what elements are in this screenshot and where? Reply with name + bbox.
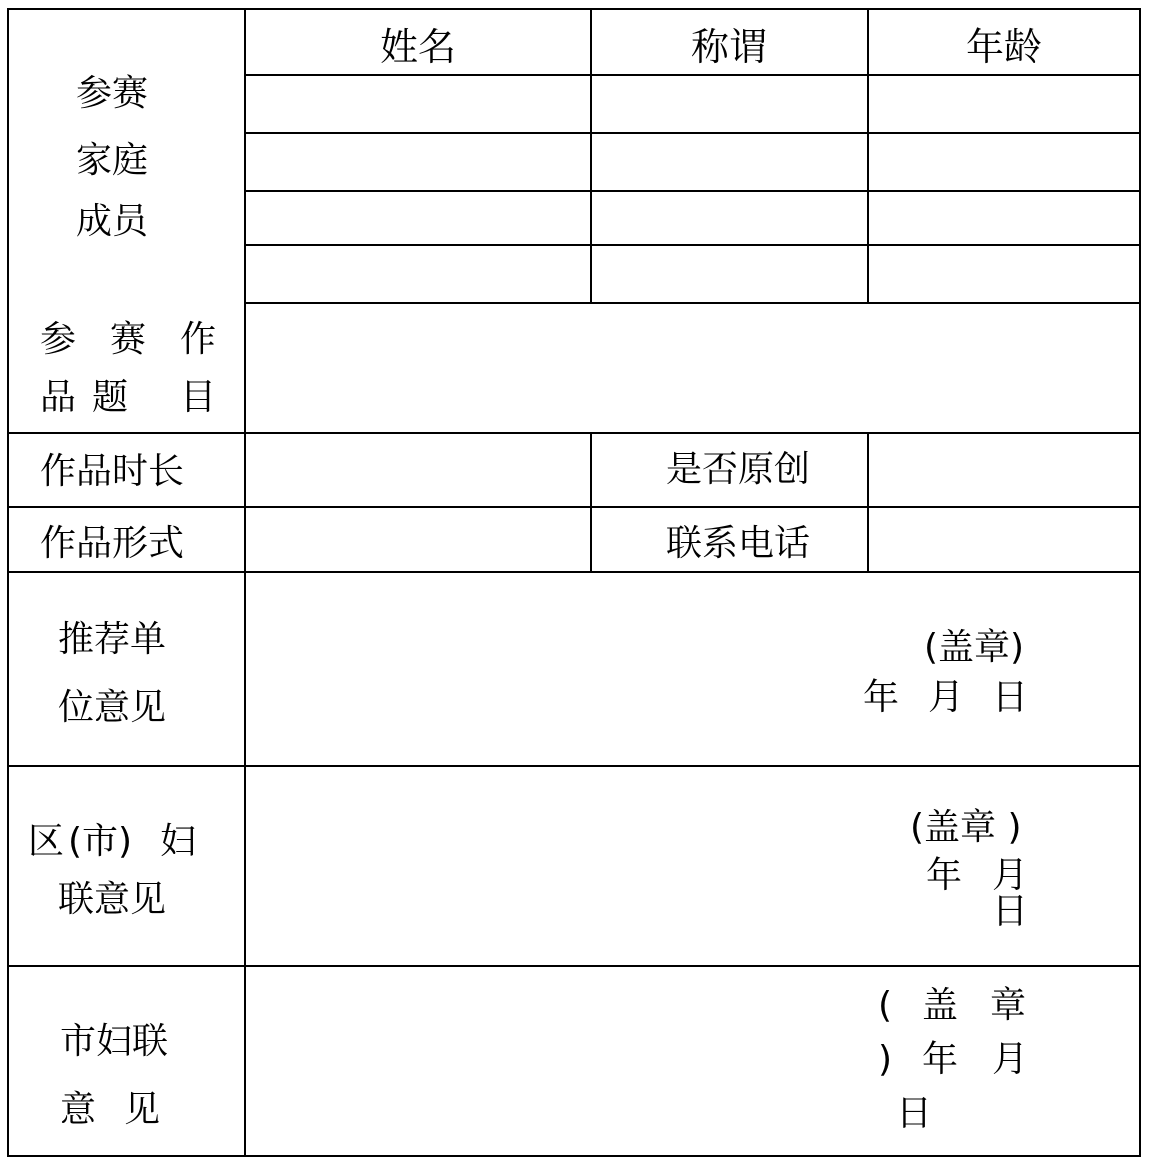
work-title-label-char-1: 参 [40,319,77,360]
phone-label: 联系电话 [665,523,811,564]
work-title-label-char-4: 品 [40,377,77,418]
recommend-label-line2: 位意见 [57,687,167,728]
recommend-date-year: 年 [863,677,900,718]
column-divider-middle [590,432,592,573]
recommend-seal: (盖章) [924,627,1025,668]
city-seal-close: ) [878,1039,893,1080]
phone-cell[interactable] [869,508,1139,571]
header-age: 年龄 [965,25,1043,69]
member-4-age-cell[interactable] [869,246,1139,302]
city-date-month: 月 [992,1039,1029,1080]
member-1-age-cell[interactable] [869,76,1139,132]
work-title-label-char-6: 目 [180,377,217,418]
row-divider-district [7,965,1141,967]
member-3-age-cell[interactable] [869,192,1139,244]
header-relation: 称谓 [690,25,768,69]
work-title-cell[interactable] [246,304,1139,432]
district-date-year: 年 [926,855,963,896]
district-label-char-3: 妇 [160,821,197,862]
row-divider-format [7,571,1141,573]
member-3-relation-cell[interactable] [592,192,867,244]
city-label-char-2: 见 [124,1089,161,1130]
member-4-relation-cell[interactable] [592,246,867,302]
member-2-relation-cell[interactable] [592,134,867,190]
member-2-name-cell[interactable] [246,134,590,190]
city-seal-zhang: 章 [990,985,1027,1026]
member-4-name-cell[interactable] [246,246,590,302]
city-label-line1: 市妇联 [59,1021,169,1062]
recommend-date-month: 月 [928,677,965,718]
member-1-name-cell[interactable] [246,76,590,132]
city-date-day: 日 [896,1093,933,1134]
work-title-label-char-3: 作 [180,319,217,360]
city-seal-open: ( [878,985,893,1026]
work-title-label-char-2: 赛 [110,319,147,360]
members-label-line2: 家庭 [75,140,149,181]
original-cell[interactable] [869,434,1139,506]
city-seal-gai: 盖 [922,985,959,1026]
district-date-month: 月 [992,855,1029,896]
member-3-name-cell[interactable] [246,192,590,244]
members-label-line3: 成员 [75,201,149,242]
row-divider-recommend [7,765,1141,767]
member-1-relation-cell[interactable] [592,76,867,132]
original-label: 是否原创 [665,449,811,490]
city-label-char-1: 意 [60,1089,97,1130]
district-date-day: 日 [992,891,1029,932]
district-label-char-1: 区 [28,821,65,862]
format-cell[interactable] [246,508,590,571]
city-date-year: 年 [922,1039,959,1080]
district-seal: (盖章 ) [910,807,1022,848]
duration-label: 作品时长 [40,451,185,492]
district-label-line2: 联意见 [57,879,167,920]
header-name: 姓名 [379,25,457,69]
members-label-line1: 参赛 [75,73,149,114]
recommend-label-line1: 推荐单 [57,619,167,660]
member-2-age-cell[interactable] [869,134,1139,190]
duration-cell[interactable] [246,434,590,506]
district-label-char-2: (市) [68,821,133,862]
work-title-label-char-5: 题 [92,377,129,418]
format-label: 作品形式 [40,523,185,564]
recommend-date-day: 日 [992,677,1029,718]
